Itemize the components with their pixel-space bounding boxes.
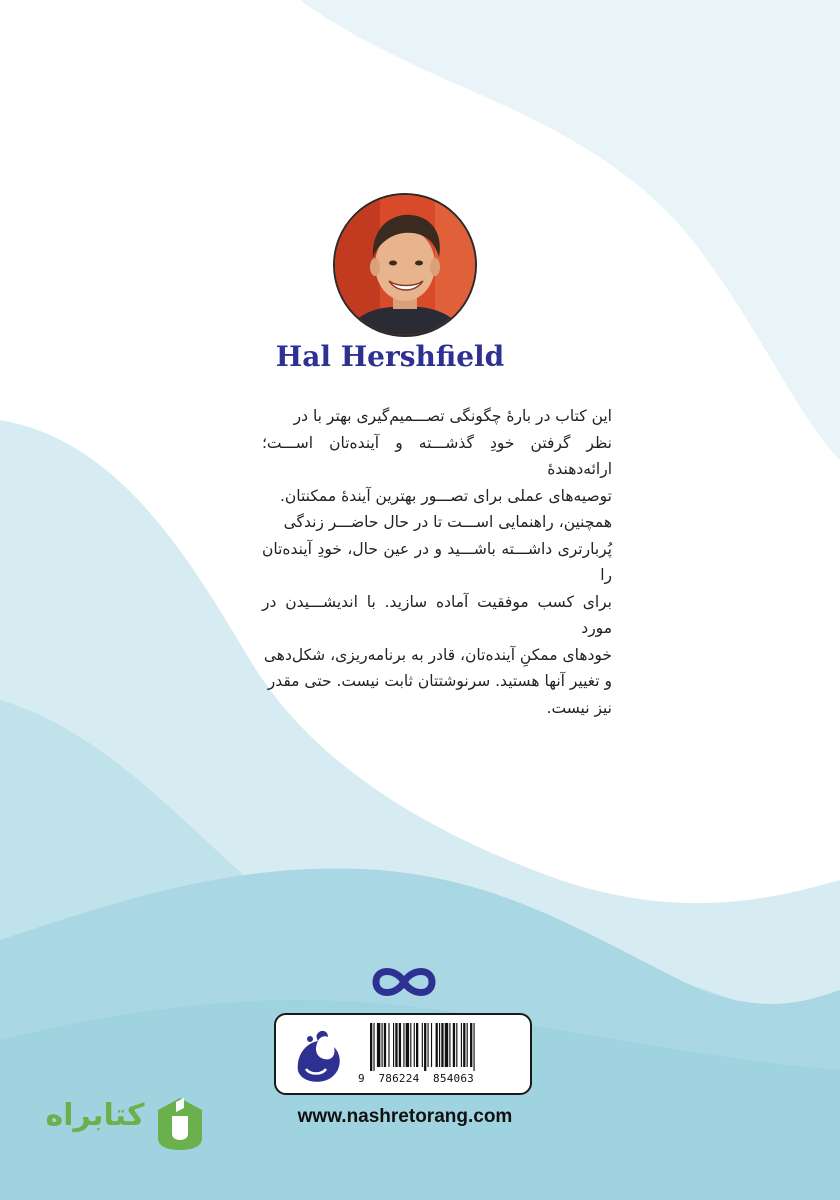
publisher-logo-icon (288, 1025, 346, 1085)
book-description (262, 403, 612, 721)
description-line: نظر گرفتن خودِ گذشـــته و آینده‌تان اســـت؛ ارائه‌دهندهٔ (262, 433, 612, 478)
author-name: Hal Hershfield (275, 340, 505, 373)
ketabrah-wordmark: کتابراه (45, 1098, 145, 1133)
description-line: برای کسب موفقیت آماده سازید. با اندیشـــیدن در مورد (262, 592, 612, 637)
barcode-panel (274, 1013, 532, 1095)
description-line: نیز نیست. (546, 698, 612, 717)
description-line: پُربارتری داشـــته باشـــید و در عین حال، خودِ آینده‌تان را (262, 539, 612, 584)
description-line: این کتاب در بارهٔ چگونگی تصـــمیم‌گیری بهتر با در (293, 407, 612, 425)
isbn-barcode (368, 1023, 524, 1071)
description-line: و تغییر آنها هستید. سرنوشتتان ثابت نیست. حتی مقدر (267, 672, 612, 690)
infinity-logo-icon (368, 960, 440, 1004)
ketabrah-watermark (40, 1092, 210, 1160)
author-photo (333, 193, 477, 337)
description-line: توصیه‌های عملی برای تصـــور بهترین آیندهٔ ممکنتان. (279, 486, 612, 505)
website-url: www.nashretorang.com (297, 1106, 513, 1127)
description-line: همچنین، راهنمایی اســـت تا در حال حاضـــر زندگی (283, 513, 612, 531)
description-line: خودهای ممکنِ آینده‌تان، قادر به برنامه‌ریزی، شکل‌دهی (263, 645, 612, 664)
isbn-number: 9 786224 854063 (358, 1072, 474, 1085)
ketabrah-logo-icon (152, 1094, 208, 1154)
